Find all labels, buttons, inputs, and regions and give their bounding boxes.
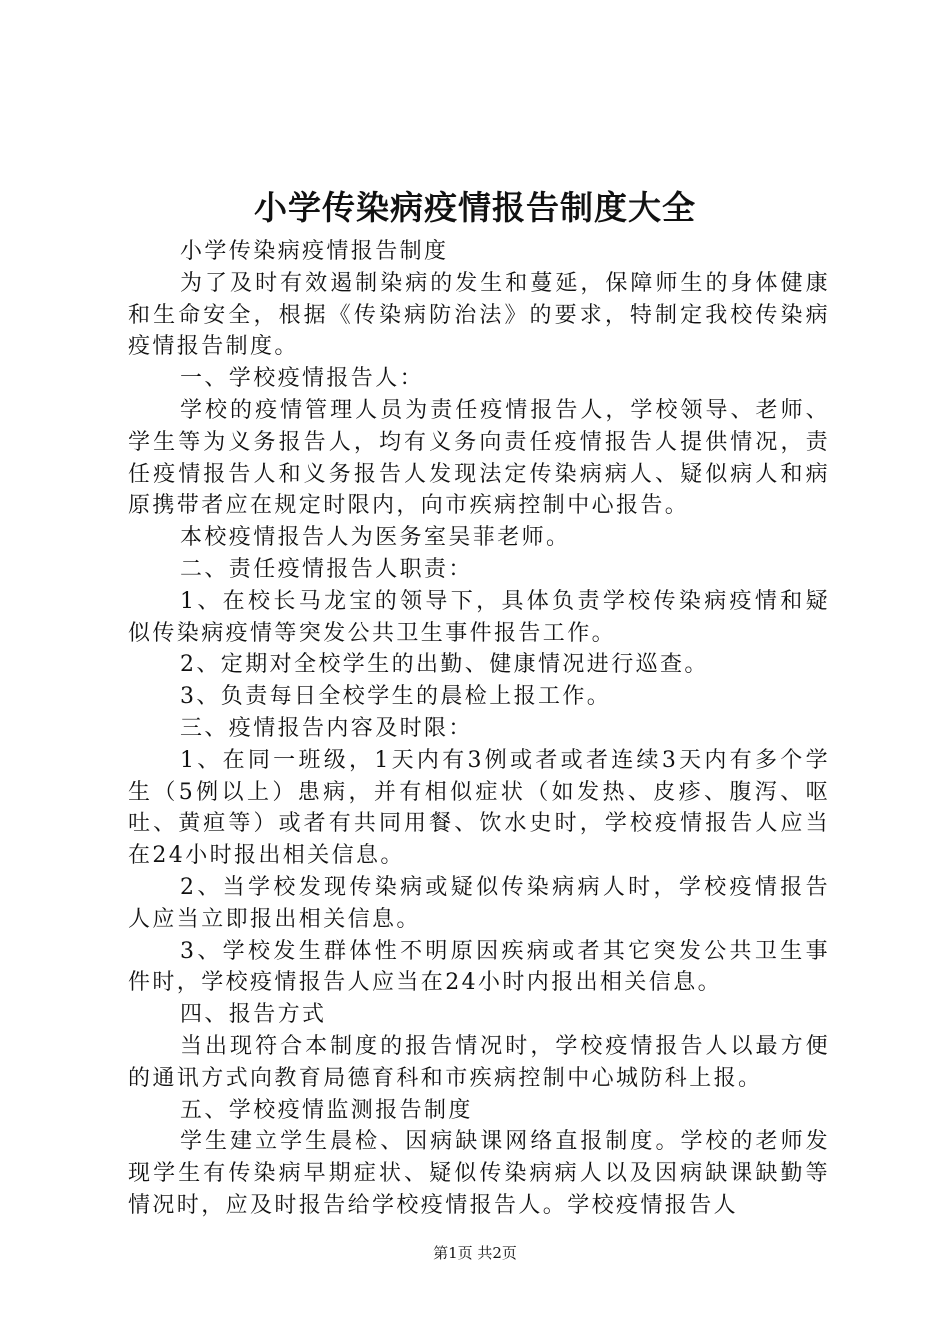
paragraph: 本校疫情报告人为医务室吴菲老师。 — [180, 525, 571, 551]
list-item: 3、学校发生群体性不明原因疾病或者其它突发公共卫生事件时，学校疫情报告人应当在24小时内报出相关信息。 — [128, 938, 830, 996]
section-heading-2: 二、责任疫情报告人职责： — [180, 556, 473, 582]
list-item: 2、当学校发现传染病或疑似传染病病人时，学校疫情报告人应当立即报出相关信息。 — [128, 874, 830, 932]
document-title: 小学传染病疫情报告制度大全 — [254, 188, 696, 227]
paragraph: 学校的疫情管理人员为责任疫情报告人，学校领导、老师、学生等为义务报告人，均有义务向责任疫情报告人提供情况，责任疫情报告人和义务报告人发现法定传染病病人、疑似病人和病原携带者应在规定时限内，向市疾病控制中心报告。 — [128, 397, 830, 519]
list-item: 2、定期对全校学生的出勤、健康情况进行巡查。 — [180, 652, 709, 678]
list-item: 1、在同一班级，1天内有3例或者或者连续3天内有多个学生（5例以上）患病，并有相似症状（如发热、皮疹、腹泻、呕吐、黄疸等）或者有共同用餐、饮水史时，学校疫情报告人应当在24小时报出相关信息。 — [128, 747, 830, 869]
document-body — [128, 236, 830, 1222]
paragraph-subtitle: 小学传染病疫情报告制度 — [180, 239, 449, 264]
list-item: 1、在校长马龙宝的领导下，具体负责学校传染病疫情和疑似传染病疫情等突发公共卫生事件报告工作。 — [128, 588, 830, 646]
section-heading-1: 一、学校疫情报告人： — [180, 366, 425, 392]
section-heading-3: 三、疫情报告内容及时限： — [180, 715, 473, 741]
list-item: 3、负责每日全校学生的晨检上报工作。 — [180, 684, 612, 710]
section-heading-4: 四、报告方式 — [180, 1002, 327, 1028]
paragraph-intro: 为了及时有效遏制染病的发生和蔓延，保障师生的身体健康和生命安全，根据《传染病防治法》的要求，特制定我校传染病疫情报告制度。 — [128, 270, 830, 360]
paragraph: 学生建立学生晨检、因病缺课网络直报制度。学校的老师发现学生有传染病早期症状、疑似传染病病人以及因病缺课缺勤等情况时，应及时报告给学校疫情报告人。学校疫情报告人 — [128, 1129, 830, 1218]
section-heading-5: 五、学校疫情监测报告制度 — [180, 1097, 473, 1123]
page-footer: 第1页 共2页 — [433, 1244, 517, 1262]
paragraph: 当出现符合本制度的报告情况时，学校疫情报告人以最方便的通讯方式向教育局德育科和市疾病控制中心城防科上报。 — [128, 1033, 830, 1091]
